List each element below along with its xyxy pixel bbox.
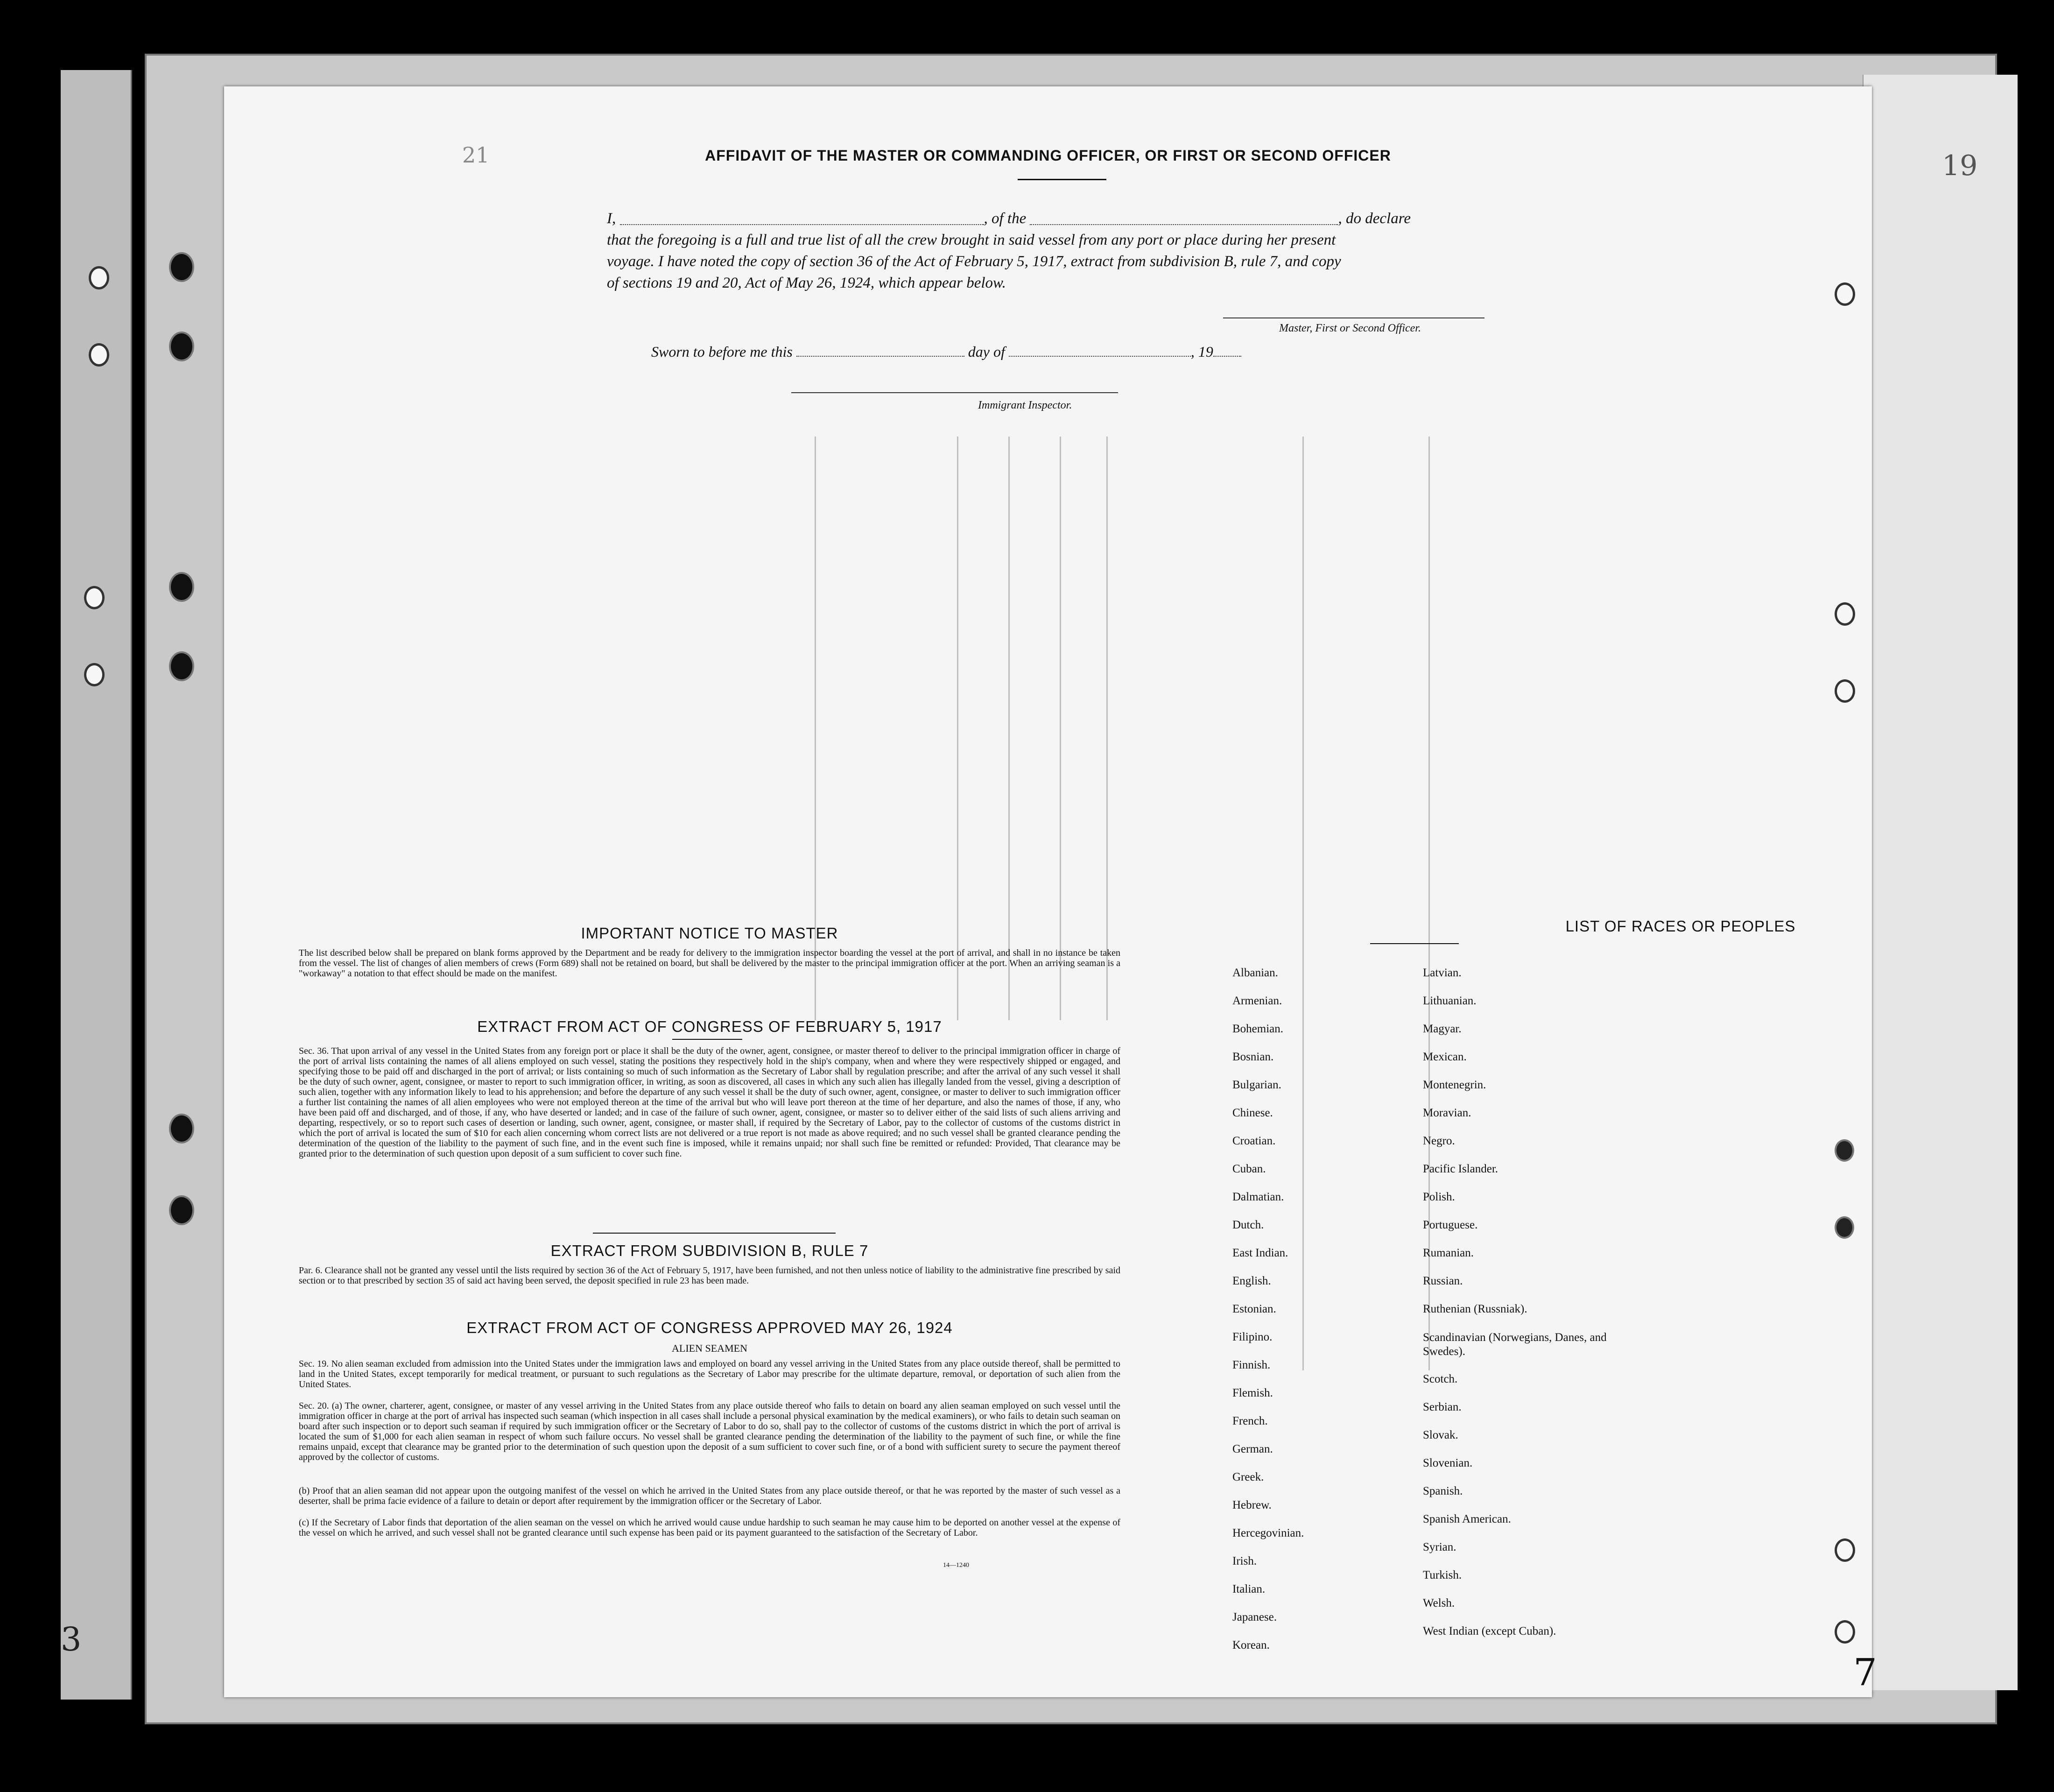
race-item: Spanish American. — [1423, 1513, 1511, 1525]
race-item: Croatian. — [1232, 1135, 1276, 1147]
binder-hole — [1835, 602, 1855, 626]
binder-hole — [169, 572, 194, 602]
race-item: Estonian. — [1232, 1303, 1276, 1315]
race-item: Slovak. — [1423, 1429, 1458, 1441]
binder-hole — [169, 332, 194, 361]
races-title: LIST OF RACES OR PEOPLES — [1565, 917, 1796, 935]
race-item: English. — [1232, 1275, 1271, 1287]
title-rule — [1018, 179, 1106, 180]
binder-hole — [1835, 679, 1855, 703]
declaration-line-2: that the foregoing is a full and true list of all the crew brought in said vessel from any port or place during her present — [607, 232, 1336, 248]
section-20c-text: (c) If the Secretary of Labor finds that deportation of the alien seaman on the vessel on which he arrived would cause undue hardship to such seaman he may cause him to be deported on another vessel at the expense of the vessel on which he arrived, and such vessel shall not be granted clearance until such expense has been paid or its payment guaranteed to the satisfaction of the Secretary of Labor. — [299, 1517, 1120, 1538]
declaration-of-the: , of the — [984, 210, 1027, 227]
sworn-text: Sworn to before me this — [651, 343, 793, 360]
race-item: Polish. — [1423, 1191, 1455, 1203]
race-item: Magyar. — [1423, 1023, 1462, 1035]
race-item: Negro. — [1423, 1135, 1455, 1147]
handwritten-mark-right: 7 — [1853, 1651, 1877, 1694]
binder-hole — [1835, 1538, 1855, 1562]
name-blank[interactable] — [620, 214, 984, 225]
race-item: Latvian. — [1423, 967, 1462, 979]
master-signature-label: Master, First or Second Officer. — [1279, 322, 1421, 334]
race-item: West Indian (except Cuban). — [1423, 1625, 1556, 1637]
race-item: Bulgarian. — [1232, 1079, 1281, 1091]
notice-title: IMPORTANT NOTICE TO MASTER — [581, 924, 838, 942]
races-column-2 — [1423, 967, 1619, 1653]
race-item: Korean. — [1232, 1639, 1270, 1651]
race-item: Ruthenian (Russniak). — [1423, 1303, 1527, 1315]
master-signature-line[interactable] — [1223, 317, 1484, 318]
section-rule — [593, 1233, 836, 1234]
races-rule — [1370, 943, 1459, 944]
race-item: Hercegovinian. — [1232, 1527, 1304, 1539]
race-item: Slovenian. — [1423, 1457, 1473, 1469]
alien-seamen-subtitle: ALIEN SEAMEN — [672, 1342, 747, 1354]
extract-1917-body: Sec. 36. That upon arrival of any vessel in the United States from any foreign port or place it shall be the duty of the owner, agent, consignee, or master thereof to deliver to the principal immigration officer in charge of the port of arrival lists containing the names of all aliens employed on such vessel, stating the positions they respectively hold in the ship's company, when and where they were respectively shipped or engaged, and specifying those to be paid off and discharged in the port of arrival; or lists containing so much of such information as the Secretary of Labor shall by regulation prescribe; and after the arrival of any such vessel it shall be the duty of such owner, agent, consignee, or master to report to such immigration officer, in writing, as soon as discovered, all cases in which any such alien has illegally landed from the vessel, giving a description of such alien, together with any information likely to lead to his apprehension; and before the departure of any such vessel it shall be the duty of such owner, agent, consignee, or master to deliver to such immigration officer a further list containing the names of all alien employees who were not employed thereon at the time of the arrival but who will leave port thereon at the time of her departure, and also the names of those, if any, who have been paid off and discharged, and of those, if any, who have deserted or landed; and in case of the failure of such owner, agent, consignee, or master so to deliver either of the said lists of such aliens arriving and departing, respectively, or so to report such cases of desertion or landing, such owner, agent, consignee, or master shall, if required by the Secretary of Labor, pay to the collector of customs of the customs district in which the port of arrival is located the sum of $10 for each alien concerning whom correct lists are not delivered or a true report is not made as above required; and no such vessel shall be granted clearance pending the determination of the question of the liability to the payment of such fine, and in the event such fine is imposed, while it remains unpaid; nor shall such fine be remitted or refunded: Provided, That clearance may be granted prior to the determination of such question upon deposit of a sum sufficient to cover such fine. — [299, 1046, 1120, 1159]
section-20a-text: Sec. 20. (a) The owner, charterer, agent, consignee, or master of any vessel arriving in the United States from any place outside thereof who fails to detain on board any alien seaman employed on such vessel until the immigration officer in charge at the port of arrival has inspected such seaman (which inspection in all cases shall include a personal physical examination by the medical examiners), or who fails to detain such seaman on board after such inspection or to deport such seaman if required by such immigration officer or the Secretary of Labor to do so, shall pay to the collector of customs of the customs district in which the port of arrival is located the sum of $1,000 for each alien seaman in respect of whom such failure occurs. No vessel shall be granted clearance pending the determination of the liability to the payment of such fine, or while the fine remains unpaid, except that clearance may be granted prior to the determination of such question upon the deposit of a sum sufficient to cover such fine, or of a bond with sufficient surety to secure the payment thereof approved by the collector of customs. — [299, 1401, 1120, 1462]
binder-hole — [1835, 282, 1855, 306]
binder-hole — [89, 343, 109, 367]
race-item: Russian. — [1423, 1275, 1463, 1287]
race-item: French. — [1232, 1415, 1268, 1427]
section-20b-text: (b) Proof that an alien seaman did not appear upon the outgoing manifest of the vessel on which he arrived in the United States from any place outside thereof, or that he was reported by the master of such vessel as a deserter, shall be prima facie evidence of a failure to detain or deport after requirement by the immigration officer or the Secretary of Labor. — [299, 1486, 1120, 1506]
race-item: Bohemian. — [1232, 1023, 1284, 1035]
race-item: Pacific Islander. — [1423, 1163, 1498, 1175]
left-binding-strip — [61, 70, 132, 1700]
race-item: Greek. — [1232, 1471, 1264, 1483]
extract-rule7-title: EXTRACT FROM SUBDIVISION B, RULE 7 — [550, 1242, 869, 1259]
declaration-do-declare: , do declare — [1338, 210, 1411, 227]
race-item: Welsh. — [1423, 1597, 1455, 1609]
extract-rule7-body: Par. 6. Clearance shall not be granted any vessel until the lists required by section 36 of the Act of February 5, 1917, have been furnished, and not then unless notice of liability to the administrative fine prescribed by said section or to that prescribed by section 35 of said act having been served, the deposit specified in rule 23 has been made. — [299, 1265, 1120, 1286]
race-item: Hebrew. — [1232, 1499, 1272, 1511]
handwritten-page-number: 21 — [462, 142, 490, 168]
inspector-signature-label: Immigrant Inspector. — [978, 399, 1072, 411]
race-item: Rumanian. — [1423, 1247, 1474, 1259]
race-item: Japanese. — [1232, 1611, 1277, 1623]
declaration-text — [607, 208, 1494, 294]
sworn-year: , 19 — [1190, 343, 1213, 360]
binder-hole — [169, 252, 194, 282]
sworn-statement — [651, 343, 1241, 360]
binder-hole — [169, 1195, 194, 1225]
race-item: Dalmatian. — [1232, 1191, 1284, 1203]
race-item: Armenian. — [1232, 995, 1282, 1007]
binder-hole — [84, 663, 105, 686]
handwritten-number-right: 19 — [1942, 149, 1978, 182]
section-rule — [672, 1039, 742, 1040]
form-number: 14—1240 — [943, 1562, 969, 1569]
sworn-year-blank[interactable] — [1213, 346, 1241, 357]
handwritten-mark-left: 3 — [61, 1620, 82, 1658]
binder-hole — [1835, 1139, 1854, 1162]
inspector-signature-line[interactable] — [791, 392, 1118, 393]
race-item: East Indian. — [1232, 1247, 1288, 1259]
declaration-i: I, — [607, 210, 616, 227]
binder-hole — [1835, 1216, 1854, 1239]
declaration-line-3: voyage. I have noted the copy of section 36 of the Act of February 5, 1917, extract from subdivision B, rule 7, and copy — [607, 253, 1341, 270]
section-19-text: Sec. 19. No alien seaman excluded from admission into the United States under the immigration laws and employed on board any vessel arriving in the United States from any place outside thereof, shall be permitted to land in the United States, except temporarily for medical treatment, or pursuant to such regulations as the Secretary of Labor may prescribe for the ultimate departure, removal, or deportation of such alien from the United States. — [299, 1359, 1120, 1390]
extract-1924-title: EXTRACT FROM ACT OF CONGRESS APPROVED MAY 26, 1924 — [466, 1319, 953, 1336]
race-item: Albanian. — [1232, 967, 1278, 979]
race-item: Lithuanian. — [1423, 995, 1477, 1007]
race-item: Flemish. — [1232, 1387, 1273, 1399]
vessel-blank[interactable] — [1030, 214, 1338, 225]
race-item: Portuguese. — [1423, 1219, 1478, 1231]
sworn-date-blank[interactable] — [796, 346, 964, 357]
race-item: Italian. — [1232, 1583, 1266, 1595]
binder-hole — [169, 651, 194, 681]
race-item: German. — [1232, 1443, 1273, 1455]
race-item: Scotch. — [1423, 1373, 1458, 1385]
race-item: Cuban. — [1232, 1163, 1266, 1175]
race-item: Montenegrin. — [1423, 1079, 1486, 1091]
race-item: Serbian. — [1423, 1401, 1462, 1413]
race-item: Chinese. — [1232, 1107, 1273, 1119]
races-column-1 — [1232, 967, 1419, 1667]
race-item: Syrian. — [1423, 1541, 1456, 1553]
binder-hole — [1835, 1620, 1855, 1644]
extract-1917-title: EXTRACT FROM ACT OF CONGRESS OF FEBRUARY 5, 1917 — [477, 1018, 942, 1035]
race-item: Dutch. — [1232, 1219, 1264, 1231]
race-item: Bosnian. — [1232, 1051, 1274, 1063]
race-item: Filipino. — [1232, 1331, 1273, 1343]
binder-hole — [84, 586, 105, 609]
race-item: Scandinavian (Norwegians, Danes, and Swedes). — [1423, 1331, 1607, 1358]
binder-hole — [89, 266, 109, 289]
declaration-line-1 — [607, 208, 1494, 229]
race-item: Turkish. — [1423, 1569, 1462, 1581]
sworn-day: day of — [968, 343, 1005, 360]
notice-body: The list described below shall be prepared on blank forms approved by the Department and be ready for delivery to the immigration inspector boarding the vessel at the port of arrival, and shall in no instance be taken from the vessel. The list of changes of alien members of crews (Form 689) shall not be retained on board, but shall be delivered by the master to the principal immigration officer at the port. When an arriving seaman is a "workaway" a notation to that effect should be made on the manifest. — [299, 948, 1120, 979]
manifest-page — [224, 86, 1872, 1697]
race-item: Irish. — [1232, 1555, 1257, 1567]
binder-hole — [169, 1114, 194, 1143]
race-item: Mexican. — [1423, 1051, 1467, 1063]
declaration-line-4: of sections 19 and 20, Act of May 26, 1924, which appear below. — [607, 275, 1006, 291]
race-item: Spanish. — [1423, 1485, 1463, 1497]
race-item: Moravian. — [1423, 1107, 1471, 1119]
underlying-page — [1863, 75, 2018, 1690]
race-item: Finnish. — [1232, 1359, 1271, 1371]
affidavit-title: AFFIDAVIT OF THE MASTER OR COMMANDING OFFICER, OR FIRST OR SECOND OFFICER — [705, 147, 1391, 164]
sworn-month-blank[interactable] — [1009, 346, 1191, 357]
